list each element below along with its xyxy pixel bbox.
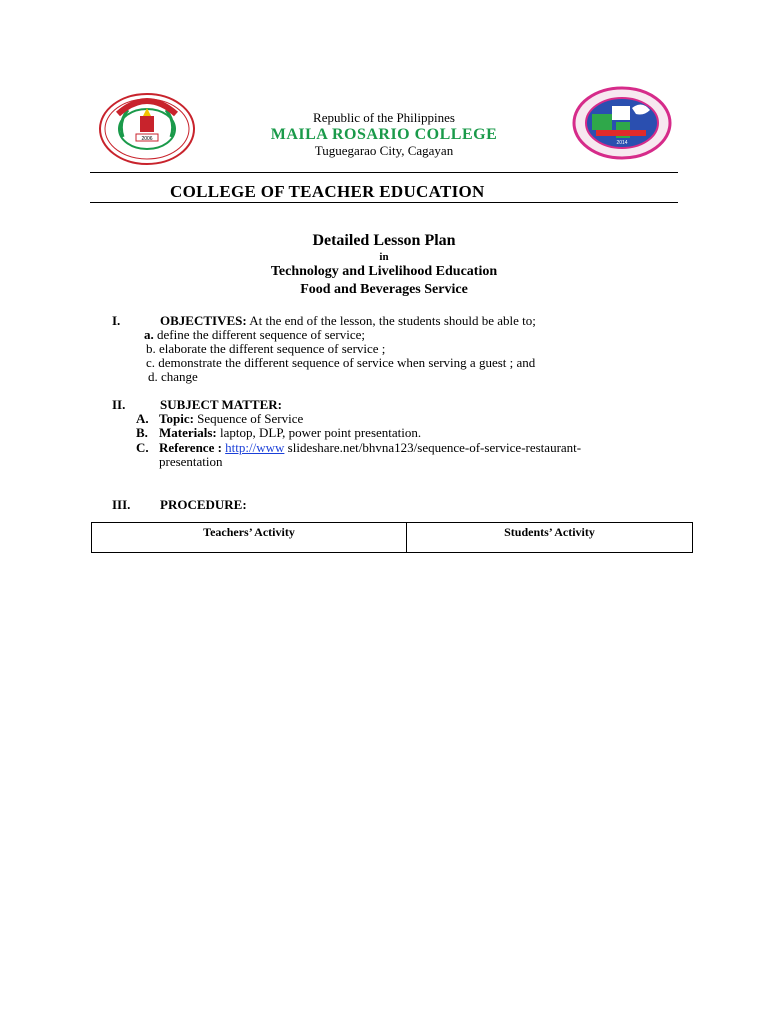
topic-value: Sequence of Service — [193, 411, 304, 426]
reference-link[interactable]: http://www — [225, 440, 285, 455]
section-number: II. — [112, 397, 126, 412]
procedure-heading: PROCEDURE: — [160, 497, 247, 512]
objective-item — [146, 355, 535, 371]
subject-matter-heading: SUBJECT MATTER: — [160, 397, 282, 412]
reference-label: Reference : — [159, 440, 222, 455]
reference-value: slideshare.net/bhvna123/sequence-of-service-restaurant- — [284, 440, 582, 455]
objective-text: change — [157, 369, 198, 384]
objective-marker: d. — [148, 369, 158, 384]
topic-marker: A. — [136, 411, 149, 426]
header-rule-bottom — [90, 202, 678, 203]
materials-label: Materials: — [159, 425, 217, 440]
materials-marker: B. — [136, 425, 148, 440]
objectives-label: OBJECTIVES: — [160, 313, 247, 328]
reference-marker: C. — [136, 440, 149, 455]
section-number: III. — [112, 497, 131, 512]
plan-title: Detailed Lesson Plan — [312, 232, 456, 249]
plan-topic-line: Food and Beverages Service — [300, 282, 468, 297]
college-name: MAILA ROSARIO COLLEGE — [270, 126, 498, 143]
materials-line — [159, 425, 421, 441]
procedure-table — [91, 522, 693, 553]
department-title: COLLEGE OF TEACHER EDUCATION — [170, 182, 485, 201]
objective-marker: c. — [146, 355, 156, 370]
plan-in: in — [379, 251, 389, 263]
objective-item — [148, 369, 198, 385]
table-header-row — [92, 523, 693, 553]
plan-subject: Technology and Livelihood Education — [270, 264, 498, 279]
objectives-intro: At the end of the lesson, the students should be able to; — [246, 313, 536, 328]
objective-text: elaborate the different sequence of service ; — [155, 341, 386, 356]
seal-year: 2006 — [141, 136, 153, 142]
college-location: Tuguegarao City, Cagayan — [314, 143, 454, 158]
topic-label: Topic: — [159, 411, 194, 426]
reference-continuation: presentation — [159, 454, 223, 469]
section-number: I. — [112, 313, 121, 328]
objective-text: demonstrate the different sequence of service when serving a guest ; and — [155, 355, 536, 370]
objective-marker: b. — [146, 341, 156, 356]
objective-text: define the different sequence of service; — [153, 327, 366, 342]
students-activity-header: Students’ Activity — [407, 523, 693, 553]
header-rule-top — [90, 172, 678, 173]
seal-year: 2014 — [616, 140, 628, 146]
materials-value: laptop, DLP, power point presentation. — [216, 425, 422, 440]
teachers-activity-header: Teachers’ Activity — [92, 523, 407, 553]
republic-line: Republic of the Philippines — [313, 110, 455, 125]
objective-marker: a. — [144, 327, 154, 342]
